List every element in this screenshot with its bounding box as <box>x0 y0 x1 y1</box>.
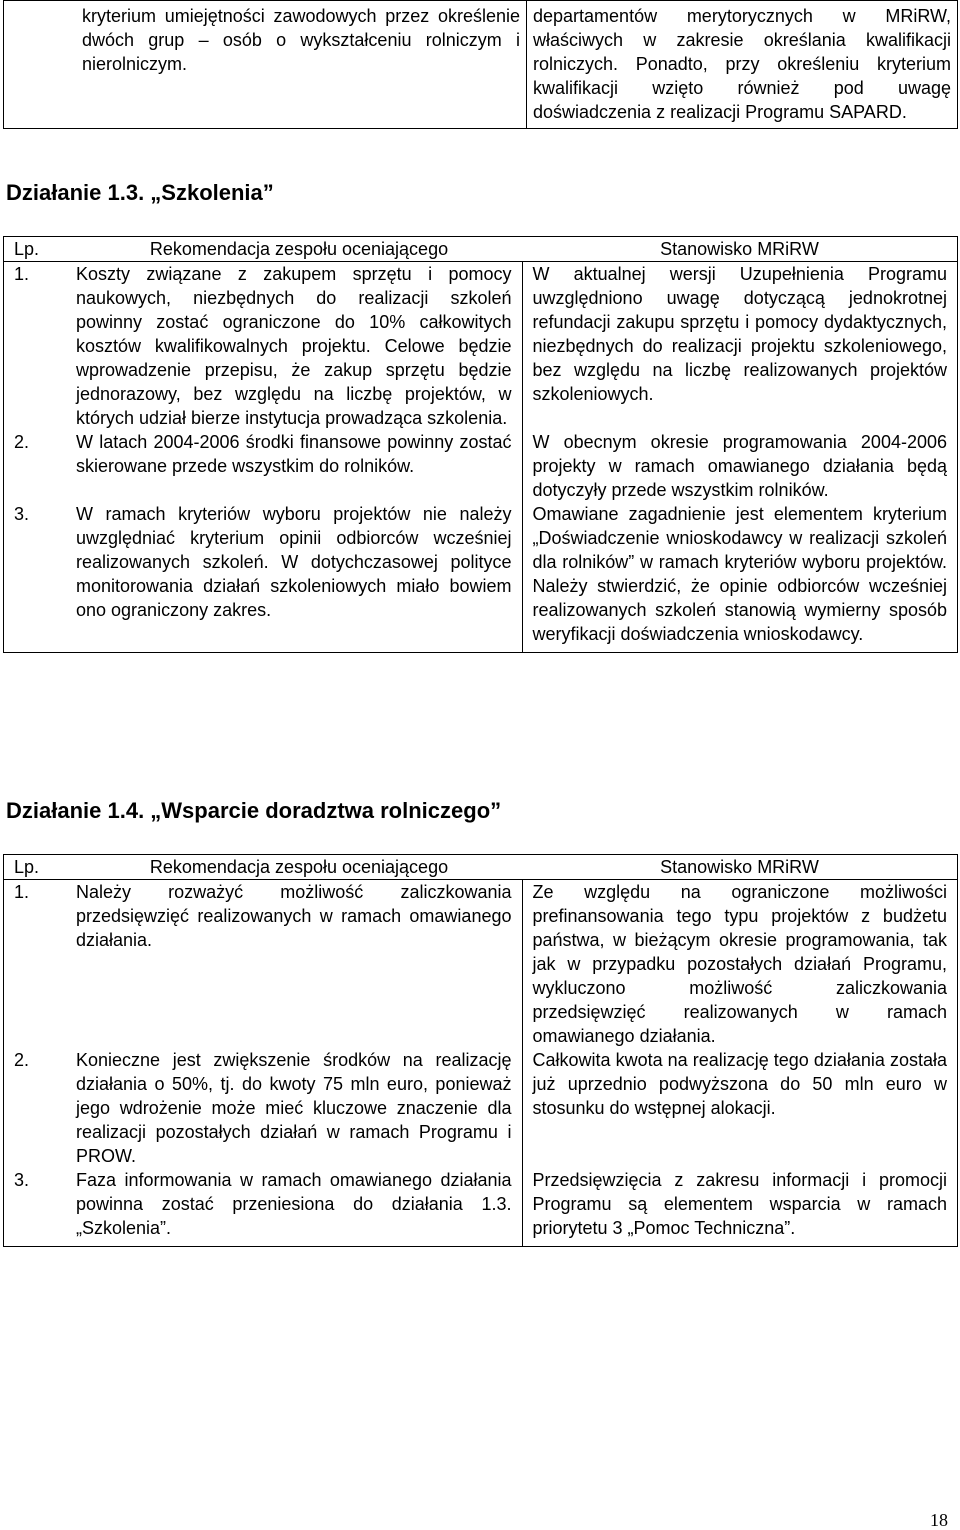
table-row <box>4 880 958 1049</box>
recommendation-cell: W latach 2004-2006 środki finansowe powinny zostać skierowane przede wszystkim do rolników. <box>76 430 522 502</box>
header-stance: Stanowisko MRiRW <box>522 855 958 880</box>
header-stance: Stanowisko MRiRW <box>522 237 958 262</box>
row-number: 3. <box>4 502 77 653</box>
stance-cell: Całkowita kwota na realizację tego działania została już uprzednio podwyższona do 50 mln euro w stosunku do wstępnej alokacji. <box>522 1048 958 1168</box>
section-heading-1-4: Działanie 1.4. „Wsparcie doradztwa rolniczego” <box>6 798 502 823</box>
recommendation-cell: Należy rozważyć możliwość zaliczkowania przedsięwzięć realizowanych w ramach omawianego działania. <box>76 880 522 1049</box>
header-lp: Lp. <box>4 855 77 880</box>
table-header-row <box>4 855 958 880</box>
page-number: 18 <box>930 1510 948 1530</box>
header-recommendation: Rekomendacja zespołu oceniającego <box>76 237 522 262</box>
row-number: 1. <box>4 880 77 1049</box>
stance-cell: Omawiane zagadnienie jest elementem kryterium „Doświadczenie wnioskodawcy w realizacji szkoleń dla rolników” w ramach kryteriów wyboru projektów. Należy stwierdzić, że opinie odbiorców wcześniej realizowanych szkoleń stanowią wymierny sposób weryfikacji doświadczenia wnioskodawcy. <box>522 502 958 653</box>
row-number: 1. <box>4 262 77 431</box>
row-number: 3. <box>4 1168 77 1247</box>
table-row <box>4 502 958 653</box>
table-row <box>4 430 958 502</box>
row-number: 2. <box>4 1048 77 1168</box>
recommendations-table-1-3 <box>3 236 958 653</box>
stance-cell: W obecnym okresie programowania 2004-2006 projekty w ramach omawianego działania będą dotyczyły przede wszystkim rolników. <box>522 430 958 502</box>
table-row <box>4 1168 958 1247</box>
table-header-row <box>4 237 958 262</box>
header-lp: Lp. <box>4 237 77 262</box>
stance-cell: Ze względu na ograniczone możliwości prefinansowania tego typu projektów z budżetu państwa, w bieżącym okresie programowania, tak jak w przypadku pozostałych działań Programu, wykluczono możliwość zaliczkowania przedsięwzięć realizowanych w ramach omawianego działania. <box>522 880 958 1049</box>
header-recommendation: Rekomendacja zespołu oceniającego <box>76 855 522 880</box>
recommendation-cell: Faza informowania w ramach omawianego działania powinna zostać przeniesiona do działania 1.3. „Szkolenia”. <box>76 1168 522 1247</box>
stance-cell: W aktualnej wersji Uzupełnienia Programu uwzględniono uwagę dotyczącą jednokrotnej refundacji zakupu sprzętu i pomocy dydaktycznych, niezbędnych do realizacji projektu szkoleniowego, bez względu na liczbę realizowanych projektów szkoleniowych. <box>522 262 958 431</box>
table-row <box>4 1048 958 1168</box>
continuation-table <box>3 0 958 129</box>
section-heading-1-3: Działanie 1.3. „Szkolenia” <box>6 180 274 205</box>
stance-cell: Przedsięwzięcia z zakresu informacji i promocji Programu są elementem wsparcia w ramach priorytetu 3 „Pomoc Techniczna”. <box>522 1168 958 1247</box>
table-row <box>4 1 958 129</box>
recommendations-table-1-4 <box>3 854 958 1247</box>
row-number: 2. <box>4 430 77 502</box>
recommendation-cell: Konieczne jest zwiększenie środków na realizację działania o 50%, tj. do kwoty 75 mln euro, ponieważ jego wdrożenie może mieć kluczowe znaczenie dla realizacji pozostałych działań w ramach Programu i PROW. <box>76 1048 522 1168</box>
continuation-right-cell: departamentów merytorycznych w MRiRW, właściwych w zakresie określania kwalifikacji rolniczych. Ponadto, przy określeniu kryterium kwalifikacji wzięto również pod uwagę doświadczenia z realizacji Programu SAPARD. <box>527 1 958 129</box>
recommendation-cell: W ramach kryteriów wyboru projektów nie należy uwzględniać kryterium opinii odbiorców wcześniej realizowanych szkoleń. W dotychczasowej polityce monitorowania działań szkoleniowych miało bowiem ono ograniczony zakres. <box>76 502 522 653</box>
recommendation-cell: Koszty związane z zakupem sprzętu i pomocy naukowych, niezbędnych do realizacji szkoleń powinny zostać ograniczone do 10% całkowitych kosztów kwalifikowalnych projektu. Celowe będzie wprowadzenie przepisu, że zakup sprzętu będzie jednorazowy, bez względu na liczbę projektów, w których udział bierze instytucja prowadząca szkolenia. <box>76 262 522 431</box>
table-row <box>4 262 958 431</box>
continuation-left-cell: kryterium umiejętności zawodowych przez określenie dwóch grup – osób o wykształceniu rolniczym i nierolniczym. <box>4 1 527 129</box>
